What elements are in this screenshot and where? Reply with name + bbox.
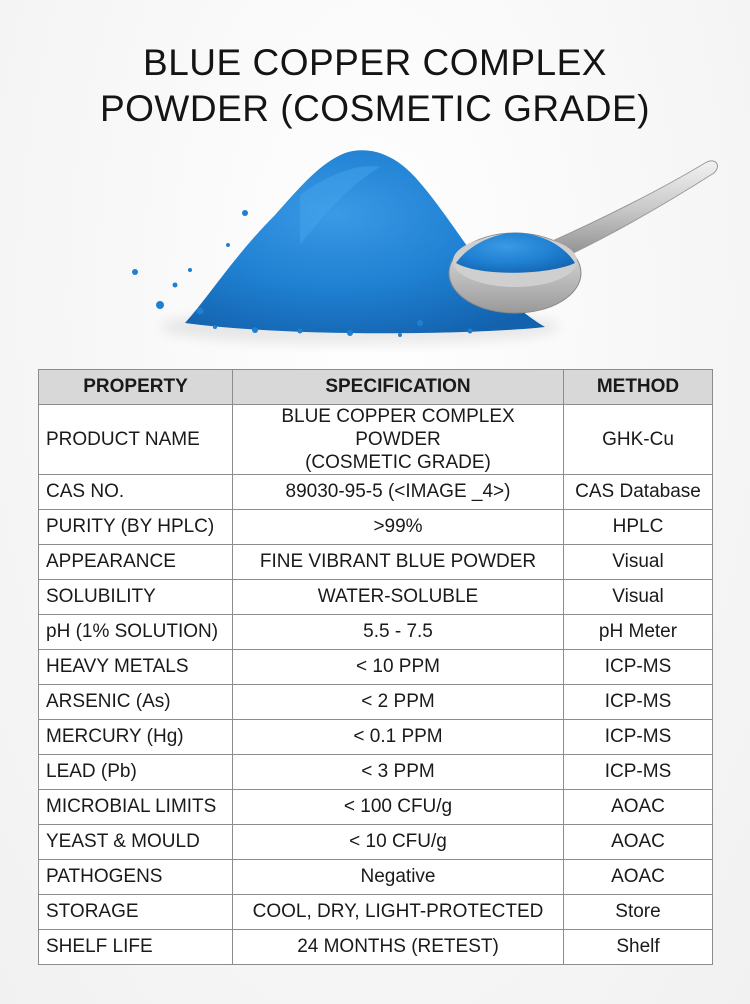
- title-line-2: POWDER (COSMETIC GRADE): [99, 88, 651, 129]
- method-cell: AOAC: [564, 860, 713, 895]
- method-cell: AOAC: [564, 825, 713, 860]
- specification-cell: < 10 CFU/g: [233, 825, 564, 860]
- header-property: PROPERTY: [39, 370, 233, 405]
- property-cell: PATHOGENS: [39, 860, 233, 895]
- page-title: [0, 40, 750, 132]
- spec-line-2: (COSMETIC GRADE): [305, 452, 491, 473]
- specification-cell: < 3 PPM: [233, 755, 564, 790]
- table-row: [39, 510, 713, 545]
- specification-cell: < 2 PPM: [233, 685, 564, 720]
- property-cell: MERCURY (Hg): [39, 720, 233, 755]
- method-cell: Shelf: [564, 930, 713, 965]
- specification-cell: 24 MONTHS (RETEST): [233, 930, 564, 965]
- table-row: [39, 860, 713, 895]
- specification-cell: COOL, DRY, LIGHT-PROTECTED: [233, 895, 564, 930]
- specification-cell: < 10 PPM: [233, 650, 564, 685]
- table-row: [39, 790, 713, 825]
- specification-cell: < 100 CFU/g: [233, 790, 564, 825]
- header-method: METHOD: [564, 370, 713, 405]
- spec-line-1: BLUE COPPER COMPLEX POWDER: [281, 406, 515, 450]
- method-cell: ICP-MS: [564, 650, 713, 685]
- table-row: [39, 650, 713, 685]
- table-header-row: [39, 370, 713, 405]
- property-cell: APPEARANCE: [39, 545, 233, 580]
- method-cell: ICP-MS: [564, 685, 713, 720]
- property-cell: YEAST & MOULD: [39, 825, 233, 860]
- property-cell: HEAVY METALS: [39, 650, 233, 685]
- property-cell: ARSENIC (As): [39, 685, 233, 720]
- method-cell: HPLC: [564, 510, 713, 545]
- property-cell: PRODUCT NAME: [39, 405, 233, 475]
- specification-cell: 5.5 - 7.5: [233, 615, 564, 650]
- property-cell: SHELF LIFE: [39, 930, 233, 965]
- table-row: [39, 615, 713, 650]
- specification-cell: FINE VIBRANT BLUE POWDER: [233, 545, 564, 580]
- specification-cell: [233, 405, 564, 475]
- property-cell: CAS NO.: [39, 475, 233, 510]
- table-row: [39, 895, 713, 930]
- specification-cell: >99%: [233, 510, 564, 545]
- property-cell: STORAGE: [39, 895, 233, 930]
- table-row: [39, 755, 713, 790]
- specification-cell: Negative: [233, 860, 564, 895]
- method-cell: Store: [564, 895, 713, 930]
- specification-cell: WATER-SOLUBLE: [233, 580, 564, 615]
- blue-powder-pile-with-scoop-icon: [0, 135, 750, 365]
- property-cell: PURITY (BY HPLC): [39, 510, 233, 545]
- method-cell: Visual: [564, 580, 713, 615]
- method-cell: CAS Database: [564, 475, 713, 510]
- specification-cell: 89030-95-5 (<IMAGE _4>): [233, 475, 564, 510]
- table-row: [39, 580, 713, 615]
- property-cell: pH (1% SOLUTION): [39, 615, 233, 650]
- table-row: [39, 545, 713, 580]
- table-row: [39, 685, 713, 720]
- table-row: [39, 825, 713, 860]
- method-cell: GHK-Cu: [564, 405, 713, 475]
- method-cell: ICP-MS: [564, 720, 713, 755]
- table-row: [39, 405, 713, 475]
- table-row: [39, 930, 713, 965]
- title-line-1: BLUE COPPER COMPLEX: [143, 42, 607, 83]
- table-row: [39, 720, 713, 755]
- method-cell: ICP-MS: [564, 755, 713, 790]
- method-cell: Visual: [564, 545, 713, 580]
- property-cell: MICROBIAL LIMITS: [39, 790, 233, 825]
- method-cell: pH Meter: [564, 615, 713, 650]
- method-cell: AOAC: [564, 790, 713, 825]
- specification-table: [38, 369, 713, 965]
- property-cell: LEAD (Pb): [39, 755, 233, 790]
- specification-cell: < 0.1 PPM: [233, 720, 564, 755]
- header-specification: SPECIFICATION: [233, 370, 564, 405]
- property-cell: SOLUBILITY: [39, 580, 233, 615]
- table-row: [39, 475, 713, 510]
